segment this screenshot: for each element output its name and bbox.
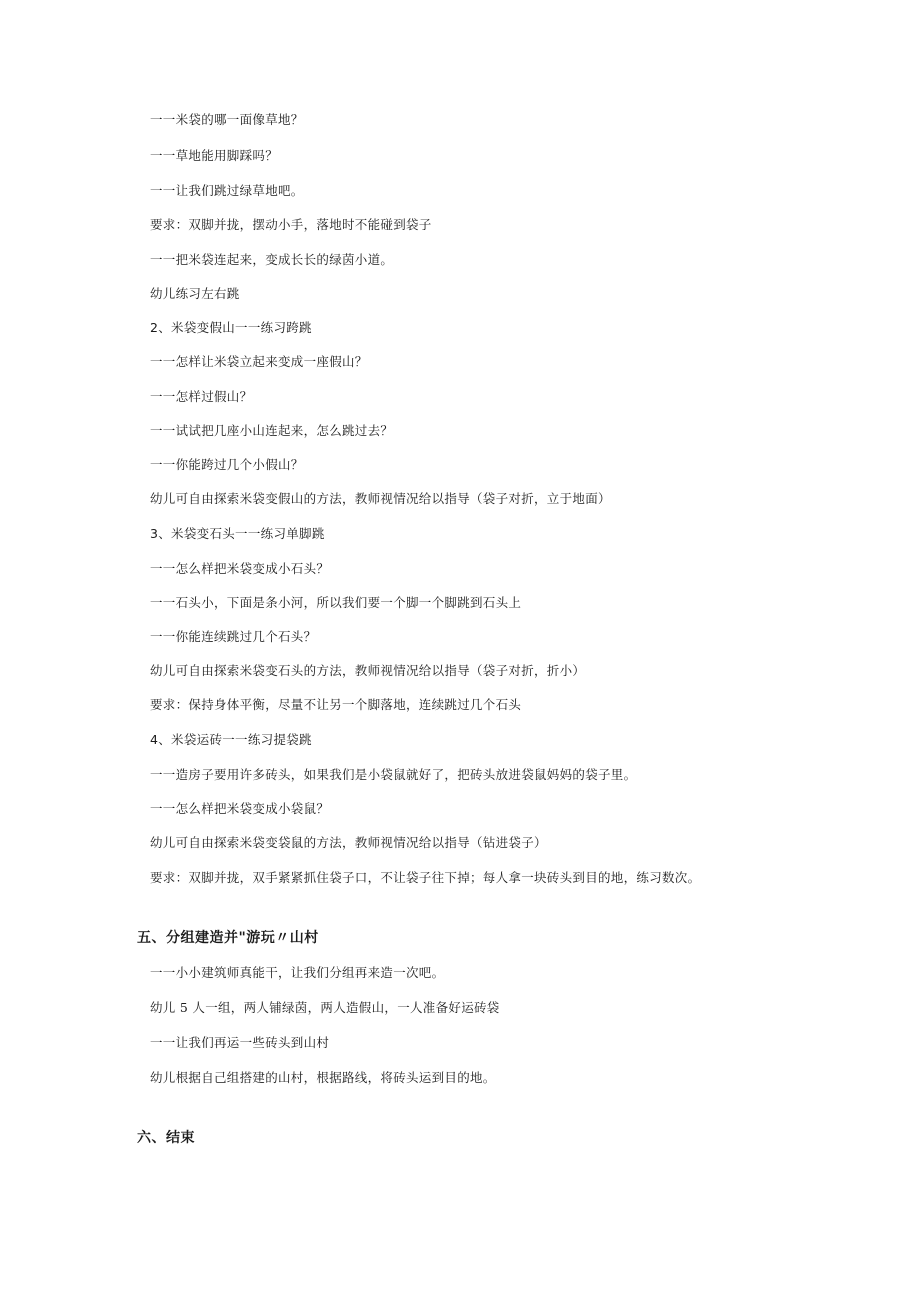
- paragraph-line: 一一你能连续跳过几个石头？: [150, 629, 317, 644]
- paragraph-line: 一一怎么样把米袋变成小石头？: [150, 561, 330, 576]
- paragraph-line: 一一怎么样把米袋变成小袋鼠？: [150, 801, 330, 816]
- paragraph-line: 一一试试把几座小山连起来，怎么跳过去？: [150, 423, 394, 438]
- paragraph-line: 一一让我们跳过绿草地吧。: [150, 183, 304, 198]
- requirement-line: 要求：双脚并拢，双手紧紧抓住袋子口，不让袋子往下掉；每人拿一块砖头到目的地，练习数次。: [150, 870, 701, 885]
- paragraph-line: 幼儿练习左右跳: [150, 286, 240, 301]
- paragraph-line: 幼儿根据自己组搭建的山村，根据路线，将砖头运到目的地。: [150, 1070, 496, 1085]
- paragraph-line: 一一米袋的哪一面像草地？: [150, 112, 304, 127]
- paragraph-line: 一一草地能用脚踩吗？: [150, 148, 279, 163]
- section-heading: 六、结束: [137, 1130, 195, 1146]
- section-heading: 五、分组建造并"游玩〃山村: [137, 930, 319, 946]
- paragraph-line: 一一你能跨过几个小假山？: [150, 457, 304, 472]
- paragraph-line: 一一造房子要用许多砖头，如果我们是小袋鼠就好了，把砖头放进袋鼠妈妈的袋子里。: [150, 767, 637, 782]
- paragraph-line: 一一让我们再运一些砖头到山村: [150, 1035, 330, 1050]
- paragraph-line: 幼儿可自由探索米袋变假山的方法，教师视情况给以指导（袋子对折，立于地面）: [150, 491, 611, 506]
- paragraph-line: 一一怎样过假山？: [150, 389, 253, 404]
- paragraph-line: 一一小小建筑师真能干，让我们分组再来造一次吧。: [150, 965, 445, 980]
- paragraph-line: 一一怎样让米袋立起来变成一座假山？: [150, 354, 368, 369]
- subsection-heading: 4、米袋运砖一一练习提袋跳: [150, 732, 312, 747]
- paragraph-line: 一一把米袋连起来，变成长长的绿茵小道。: [150, 252, 394, 267]
- requirement-line: 要求：双脚并拢，摆动小手，落地时不能碰到袋子: [150, 217, 432, 232]
- paragraph-line: 一一石头小，下面是条小河，所以我们要一个脚一个脚跳到石头上: [150, 595, 522, 610]
- paragraph-line: 幼儿可自由探索米袋变石头的方法，教师视情况给以指导（袋子对折，折小）: [150, 663, 586, 678]
- subsection-heading: 2、米袋变假山一一练习跨跳: [150, 320, 312, 335]
- subsection-heading: 3、米袋变石头一一练习单脚跳: [150, 526, 325, 541]
- paragraph-line: 幼儿可自由探索米袋变袋鼠的方法，教师视情况给以指导（钻进袋子）: [150, 835, 547, 850]
- paragraph-line: 幼儿 5 人一组，两人铺绿茵，两人造假山，一人准备好运砖袋: [150, 1000, 500, 1015]
- requirement-line: 要求：保持身体平衡，尽量不让另一个脚落地，连续跳过几个石头: [150, 697, 522, 712]
